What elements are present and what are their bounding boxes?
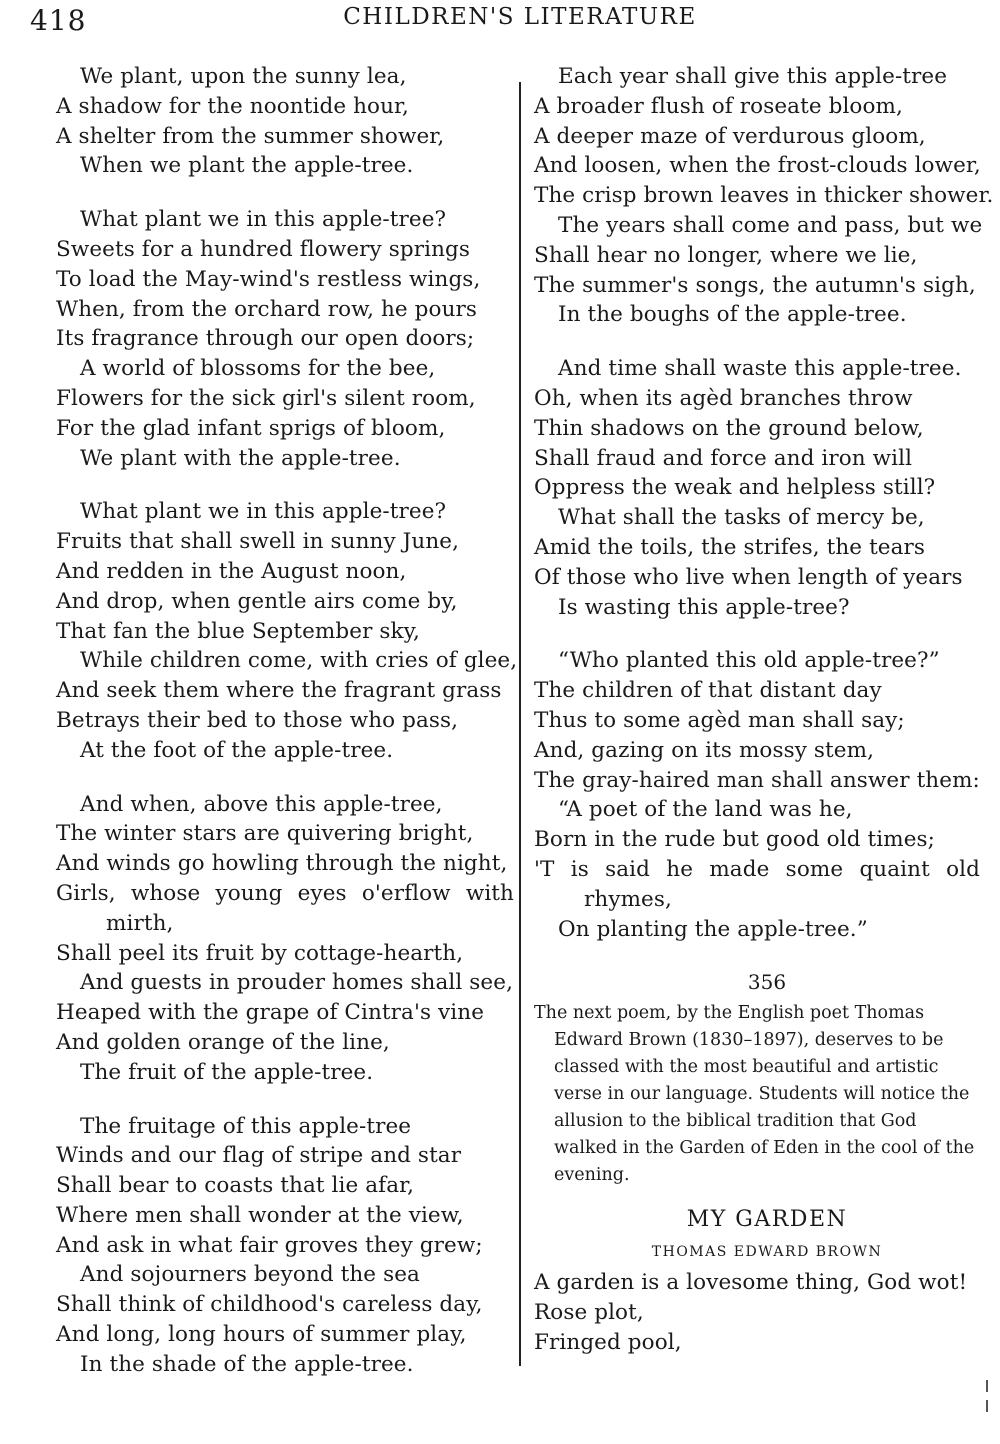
stanza	[56, 62, 514, 181]
verse-line: The gray-haired man shall answer them:	[534, 767, 980, 793]
verse-line: What plant we in this apple-tree?	[80, 207, 447, 233]
verse-line: That fan the blue September sky,	[56, 618, 420, 644]
verse-line: Amid the toils, the strifes, the tears	[534, 534, 926, 560]
running-title: CHILDREN'S LITERATURE	[343, 4, 697, 30]
verse-line: Where men shall wonder at the view,	[56, 1202, 464, 1228]
page-number: 418	[30, 4, 87, 37]
stanza	[56, 205, 514, 473]
verse-line: Each year shall give this apple-tree	[558, 64, 948, 89]
verse-line: Sweets for a hundred flowery springs	[56, 236, 471, 262]
verse-line: mirth,	[106, 910, 174, 936]
stanza	[56, 1112, 514, 1380]
verse-line: What shall the tasks of mercy be,	[558, 505, 925, 531]
verse-line: “Who planted this old apple-tree?”	[558, 648, 940, 674]
verse-line: And, gazing on its mossy stem,	[534, 737, 875, 763]
right-stanzas	[534, 62, 994, 944]
stanza	[534, 62, 994, 330]
stanza-gap	[56, 766, 514, 790]
verse-line: The crisp brown leaves in thicker shower.	[534, 183, 994, 209]
stanza-gap	[534, 622, 980, 646]
edge-mark	[986, 1380, 988, 1392]
verse-line: A deeper maze of verdurous gloom,	[534, 123, 926, 149]
verse-line: Shall peel its fruit by cottage-hearth,	[56, 940, 464, 966]
verse-line: Its fragrance through our open doors;	[56, 326, 475, 352]
verse-line: And sojourners beyond the sea	[80, 1262, 420, 1288]
verse-line: And long, long hours of summer play,	[56, 1322, 467, 1348]
verse-line: And ask in what fair groves they grew;	[56, 1232, 483, 1258]
verse-line: The winter stars are quivering bright,	[56, 821, 474, 847]
verse-line: Betrays their bed to those who pass,	[56, 707, 459, 733]
verse-line: The fruitage of this apple-tree	[80, 1113, 412, 1139]
verse-line: The fruit of the apple-tree.	[80, 1059, 374, 1085]
verse-line: And when, above this apple-tree,	[80, 791, 443, 817]
verse-line: Thus to some agèd man shall say;	[534, 707, 905, 733]
verse-line: The years shall come and pass, but we	[558, 212, 983, 238]
verse-line: And seek them where the fragrant grass	[56, 678, 502, 704]
poem-line: Rose plot,	[534, 1300, 644, 1326]
verse-line: rhymes,	[584, 886, 672, 912]
stanza	[534, 354, 980, 622]
verse-line: Flowers for the sick girl's silent room,	[56, 385, 476, 411]
verse-line: We plant with the apple-tree.	[80, 445, 401, 471]
poem-lines	[534, 1268, 980, 1357]
verse-line: The summer's songs, the autumn's sigh,	[534, 272, 976, 298]
verse-line: Born in the rude but good old times;	[534, 827, 936, 853]
verse-line: A world of blossoms for the bee,	[80, 356, 436, 382]
stanza	[56, 497, 518, 765]
left-column	[56, 62, 518, 1380]
verse-line: Shall fraud and force and iron will	[534, 445, 913, 471]
poem-line: Fringed pool,	[534, 1329, 682, 1355]
verse-line: In the boughs of the apple-tree.	[558, 302, 907, 328]
verse-line: Shall bear to coasts that lie afar,	[56, 1173, 415, 1199]
verse-line: We plant, upon the sunny lea,	[80, 64, 407, 89]
stanza-gap	[56, 473, 514, 497]
verse-line: On planting the apple-tree.”	[558, 916, 868, 942]
verse-line: And winds go howling through the night,	[56, 851, 508, 877]
stanza-gap	[56, 1088, 514, 1112]
poem-author: THOMAS EDWARD BROWN	[651, 1244, 883, 1261]
verse-line: Heaped with the grape of Cintra's vine	[56, 1000, 485, 1026]
section-number: 356	[747, 970, 787, 995]
verse-line: A broader flush of roseate bloom,	[534, 93, 903, 119]
stanza-gap	[534, 330, 980, 354]
verse-line: Girls, whose young eyes o'erflow with	[56, 880, 514, 906]
note-body: Edward Brown (1830–1897), deserves to be classed with the most beautiful and artistic verse in our language. Students will notice the allusion to the biblical tradition that God walked in the Garden of Eden in the cool of the evening.	[554, 1030, 975, 1186]
verse-line: The children of that distant day	[534, 678, 882, 704]
verse-line: A shelter from the summer shower,	[56, 123, 445, 149]
poem-line: A garden is a lovesome thing, God wot!	[534, 1270, 968, 1296]
verse-line: At the foot of the apple-tree.	[80, 737, 394, 763]
editorial-note	[534, 1000, 980, 1189]
verse-line: A shadow for the noontide hour,	[56, 93, 409, 119]
verse-line: And loosen, when the frost-clouds lower,	[534, 153, 981, 179]
right-column	[534, 62, 994, 1358]
poem-title: MY GARDEN	[686, 1207, 848, 1233]
verse-line: And redden in the August noon,	[56, 558, 407, 584]
verse-line: Shall think of childhood's careless day,	[56, 1292, 483, 1318]
verse-line: In the shade of the apple-tree.	[80, 1351, 414, 1377]
verse-line: Shall hear no longer, where we lie,	[534, 242, 918, 268]
verse-line: For the glad infant sprigs of bloom,	[56, 415, 446, 441]
verse-line: “A poet of the land was he,	[558, 797, 853, 823]
stanza-gap	[56, 181, 514, 205]
note-first-line: The next poem, by the English poet Thomas	[534, 1003, 925, 1024]
verse-line: And drop, when gentle airs come by,	[56, 588, 458, 614]
verse-line: Fruits that shall swell in sunny June,	[56, 529, 460, 555]
verse-line: And guests in prouder homes shall see,	[80, 970, 514, 996]
verse-line: Oh, when its agèd branches throw	[534, 385, 913, 411]
stanza	[56, 790, 514, 1088]
verse-line: 'T is said he made some quaint old	[534, 856, 980, 882]
verse-line: When, from the orchard row, he pours	[56, 296, 478, 322]
verse-line: Of those who live when length of years	[534, 564, 963, 590]
verse-line: Thin shadows on the ground below,	[534, 415, 924, 441]
verse-line: Winds and our flag of stripe and star	[56, 1143, 462, 1169]
verse-line: To load the May-wind's restless wings,	[56, 266, 481, 292]
verse-line: While children come, with cries of glee,	[80, 648, 518, 674]
verse-line: And golden orange of the line,	[56, 1029, 390, 1055]
edge-mark	[986, 1400, 988, 1412]
verse-line: Is wasting this apple-tree?	[558, 594, 850, 620]
verse-line: When we plant the apple-tree.	[80, 153, 414, 179]
verse-line: And time shall waste this apple-tree.	[558, 356, 962, 382]
verse-line: Oppress the weak and helpless still?	[534, 475, 936, 501]
column-divider	[519, 82, 521, 1366]
verse-line: What plant we in this apple-tree?	[80, 499, 447, 525]
stanza	[534, 646, 980, 944]
